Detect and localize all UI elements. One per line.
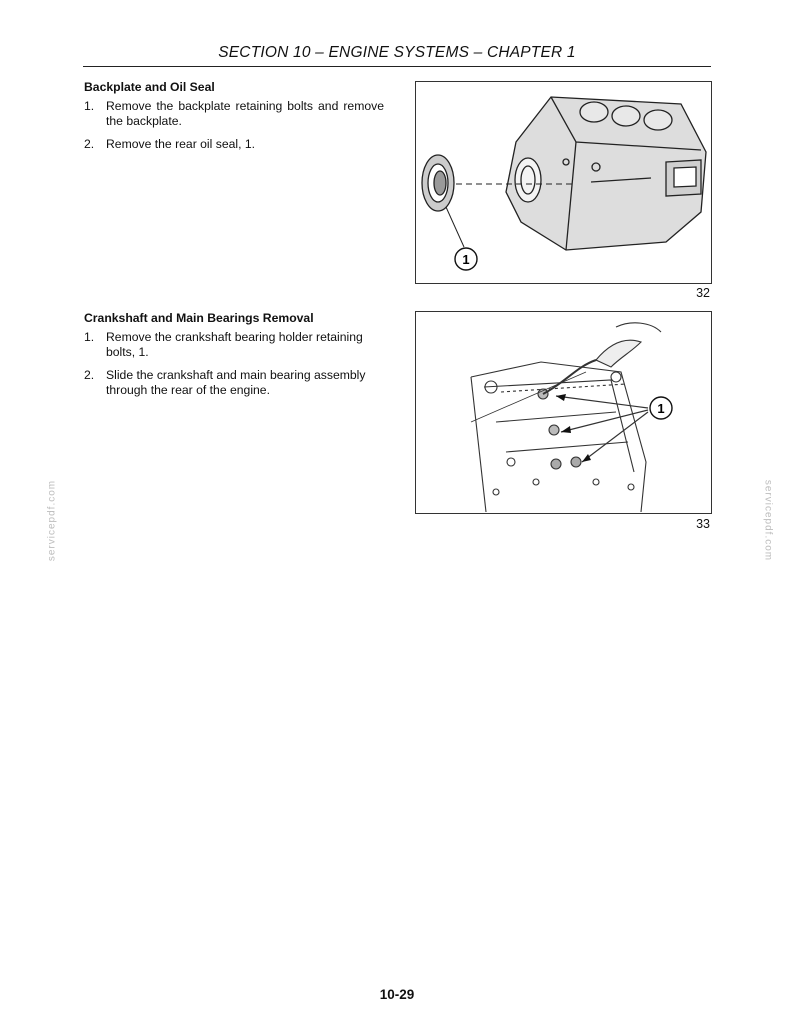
step-number: 2. bbox=[84, 368, 95, 382]
watermark: servicepdf.com bbox=[762, 479, 774, 562]
backplate-section bbox=[84, 80, 384, 160]
watermark: servicepdf.com bbox=[46, 479, 58, 562]
figure-bearing-holder bbox=[415, 311, 712, 514]
step-text: Remove the backplate retaining bolts and remove the backplate. bbox=[106, 99, 384, 128]
step-text: Slide the crankshaft and main bearing assembly through the rear of the engine. bbox=[106, 368, 366, 397]
header-divider bbox=[83, 66, 711, 67]
step-text: Remove the rear oil seal, 1. bbox=[106, 137, 256, 151]
step-text: Remove the crankshaft bearing holder retaining bolts, 1. bbox=[106, 330, 363, 359]
step-item bbox=[84, 137, 384, 152]
page-number: 10-29 bbox=[379, 987, 415, 1002]
figure-number: 32 bbox=[696, 286, 710, 300]
section-heading: Backplate and Oil Seal bbox=[84, 80, 215, 94]
step-number: 2. bbox=[84, 137, 95, 151]
callout-label: 1 bbox=[657, 401, 665, 416]
step-number: 1. bbox=[84, 330, 95, 344]
callout-label: 1 bbox=[462, 252, 470, 267]
step-item bbox=[84, 368, 384, 398]
section-title: SECTION 10 – ENGINE SYSTEMS – CHAPTER 1 bbox=[218, 44, 576, 61]
crankshaft-section bbox=[84, 311, 384, 406]
bearing-holder-illustration bbox=[416, 312, 711, 513]
figure-oil-seal bbox=[415, 81, 712, 284]
engine-block-rear-illustration bbox=[416, 82, 711, 283]
step-item bbox=[84, 99, 384, 129]
step-number: 1. bbox=[84, 99, 95, 113]
step-item bbox=[84, 330, 384, 360]
section-heading: Crankshaft and Main Bearings Removal bbox=[84, 311, 314, 325]
figure-number: 33 bbox=[696, 517, 710, 531]
